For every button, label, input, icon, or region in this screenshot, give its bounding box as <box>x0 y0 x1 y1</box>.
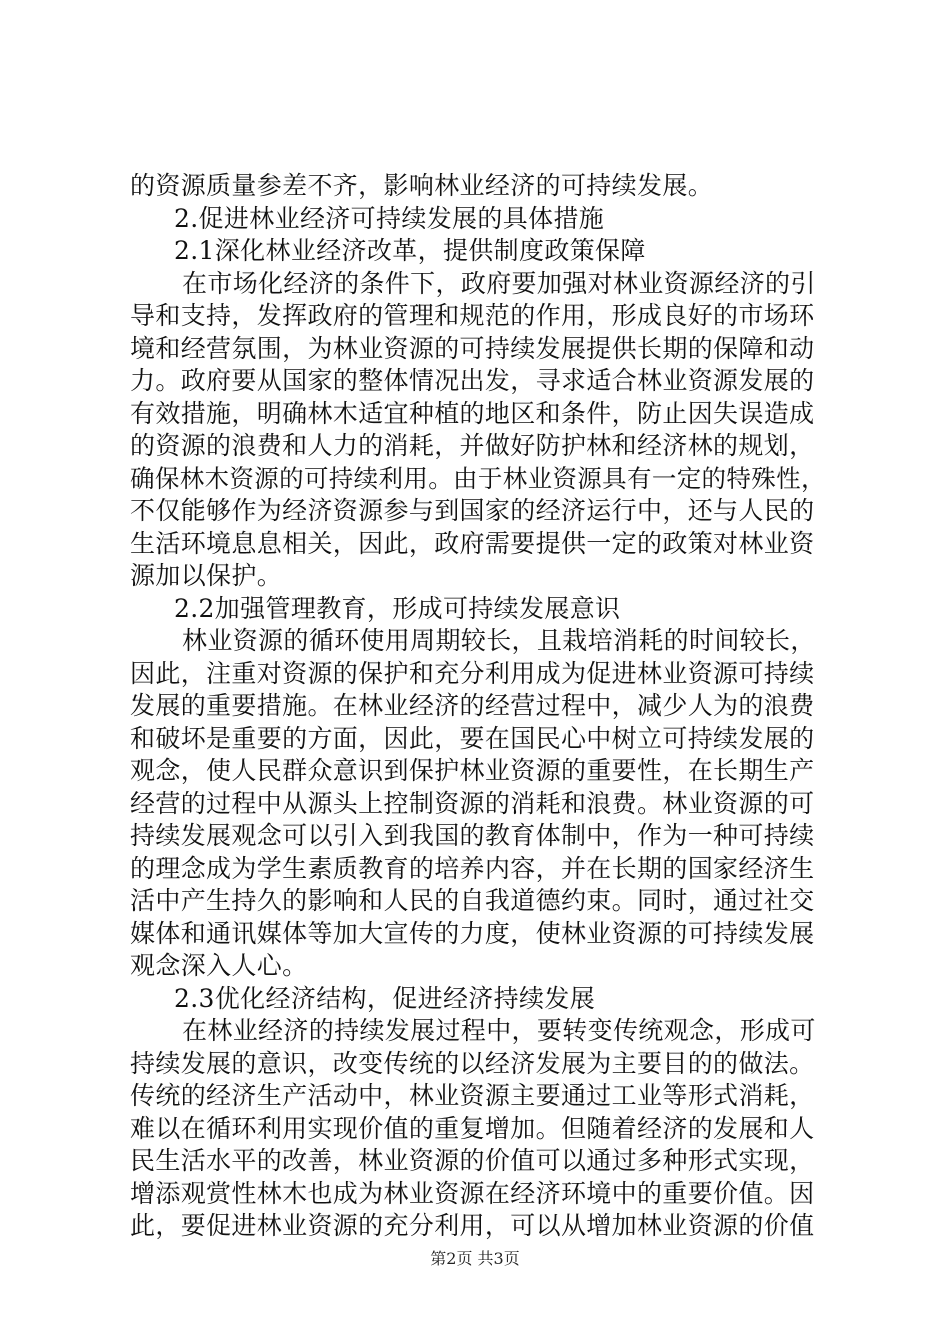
document-body <box>130 170 830 1243</box>
text-line: 传统的经济生产活动中，林业资源主要通过工业等形式消耗， <box>130 1081 815 1110</box>
page-footer <box>0 1246 950 1269</box>
text-line: 在林业经济的持续发展过程中，要转变传统观念，形成可 <box>182 1016 816 1045</box>
section-heading: 2.促进林业经济可持续发展的具体措施 <box>174 203 605 233</box>
text-line: 不仅能够作为经济资源参与到国家的经济运行中，还与人民的 <box>130 496 815 525</box>
text-line: 因此，注重对资源的保护和充分利用成为促进林业资源可持续 <box>130 658 815 688</box>
text-line: 境和经营氛围，为林业资源的可持续发展提供长期的保障和动 <box>130 333 815 363</box>
subsection-heading: 2.3优化经济结构，促进经济持续发展 <box>174 983 596 1013</box>
subsection-heading: 2.1深化林业经济改革，提供制度政策保障 <box>174 236 646 265</box>
text-line: 林业资源的循环使用周期较长，且栽培消耗的时间较长， <box>182 626 816 655</box>
text-line: 的理念成为学生素质教育的培养内容，并在长期的国家经济生 <box>130 853 815 883</box>
text-line: 经营的过程中从源头上控制资源的消耗和浪费。林业资源的可 <box>130 788 815 818</box>
text-line: 有效措施，明确林木适宜种植的地区和条件，防止因失误造成 <box>130 398 815 428</box>
text-line: 发展的重要措施。在林业经济的经营过程中，减少人为的浪费 <box>130 691 815 720</box>
text-line: 难以在循环利用实现价值的重复增加。但随着经济的发展和人 <box>130 1113 815 1143</box>
text-line: 导和支持，发挥政府的管理和规范的作用，形成良好的市场环 <box>130 301 815 330</box>
text-line: 媒体和通讯媒体等加大宣传的力度，使林业资源的可持续发展 <box>130 918 815 948</box>
text-line: 观念，使人民群众意识到保护林业资源的重要性，在长期生产 <box>130 756 815 785</box>
text-line: 和破坏是重要的方面，因此，要在国民心中树立可持续发展的 <box>130 723 815 753</box>
text-line: 观念深入人心。 <box>130 951 308 980</box>
text-line: 持续发展的意识，改变传统的以经济发展为主要目的的做法。 <box>130 1048 815 1078</box>
text-line: 确保林木资源的可持续利用。由于林业资源具有一定的特殊性， <box>130 463 826 493</box>
text-line: 此，要促进林业资源的充分利用，可以从增加林业资源的价值 <box>130 1211 815 1240</box>
text-line: 增添观赏性林木也成为林业资源在经济环境中的重要价值。因 <box>130 1178 815 1208</box>
text-line: 的资源的浪费和人力的消耗，并做好防护林和经济林的规划， <box>130 431 815 460</box>
text-line: 源加以保护。 <box>130 561 283 590</box>
page-number: 第2页 共3页 <box>430 1249 520 1268</box>
text-line: 生活环境息息相关，因此，政府需要提供一定的政策对林业资 <box>130 528 815 558</box>
text-line: 的资源质量参差不齐，影响林业经济的可持续发展。 <box>130 171 714 200</box>
text-line: 持续发展观念可以引入到我国的教育体制中，作为一种可持续 <box>130 821 815 850</box>
text-line: 民生活水平的改善，林业资源的价值可以通过多种形式实现， <box>130 1146 815 1175</box>
subsection-heading: 2.2加强管理教育，形成可持续发展意识 <box>174 593 621 623</box>
text-line: 力。政府要从国家的整体情况出发，寻求适合林业资源发展的 <box>130 366 815 395</box>
text-line: 在市场化经济的条件下，政府要加强对林业资源经济的引 <box>182 268 816 298</box>
text-line: 活中产生持久的影响和人民的自我道德约束。同时，通过社交 <box>130 886 815 915</box>
